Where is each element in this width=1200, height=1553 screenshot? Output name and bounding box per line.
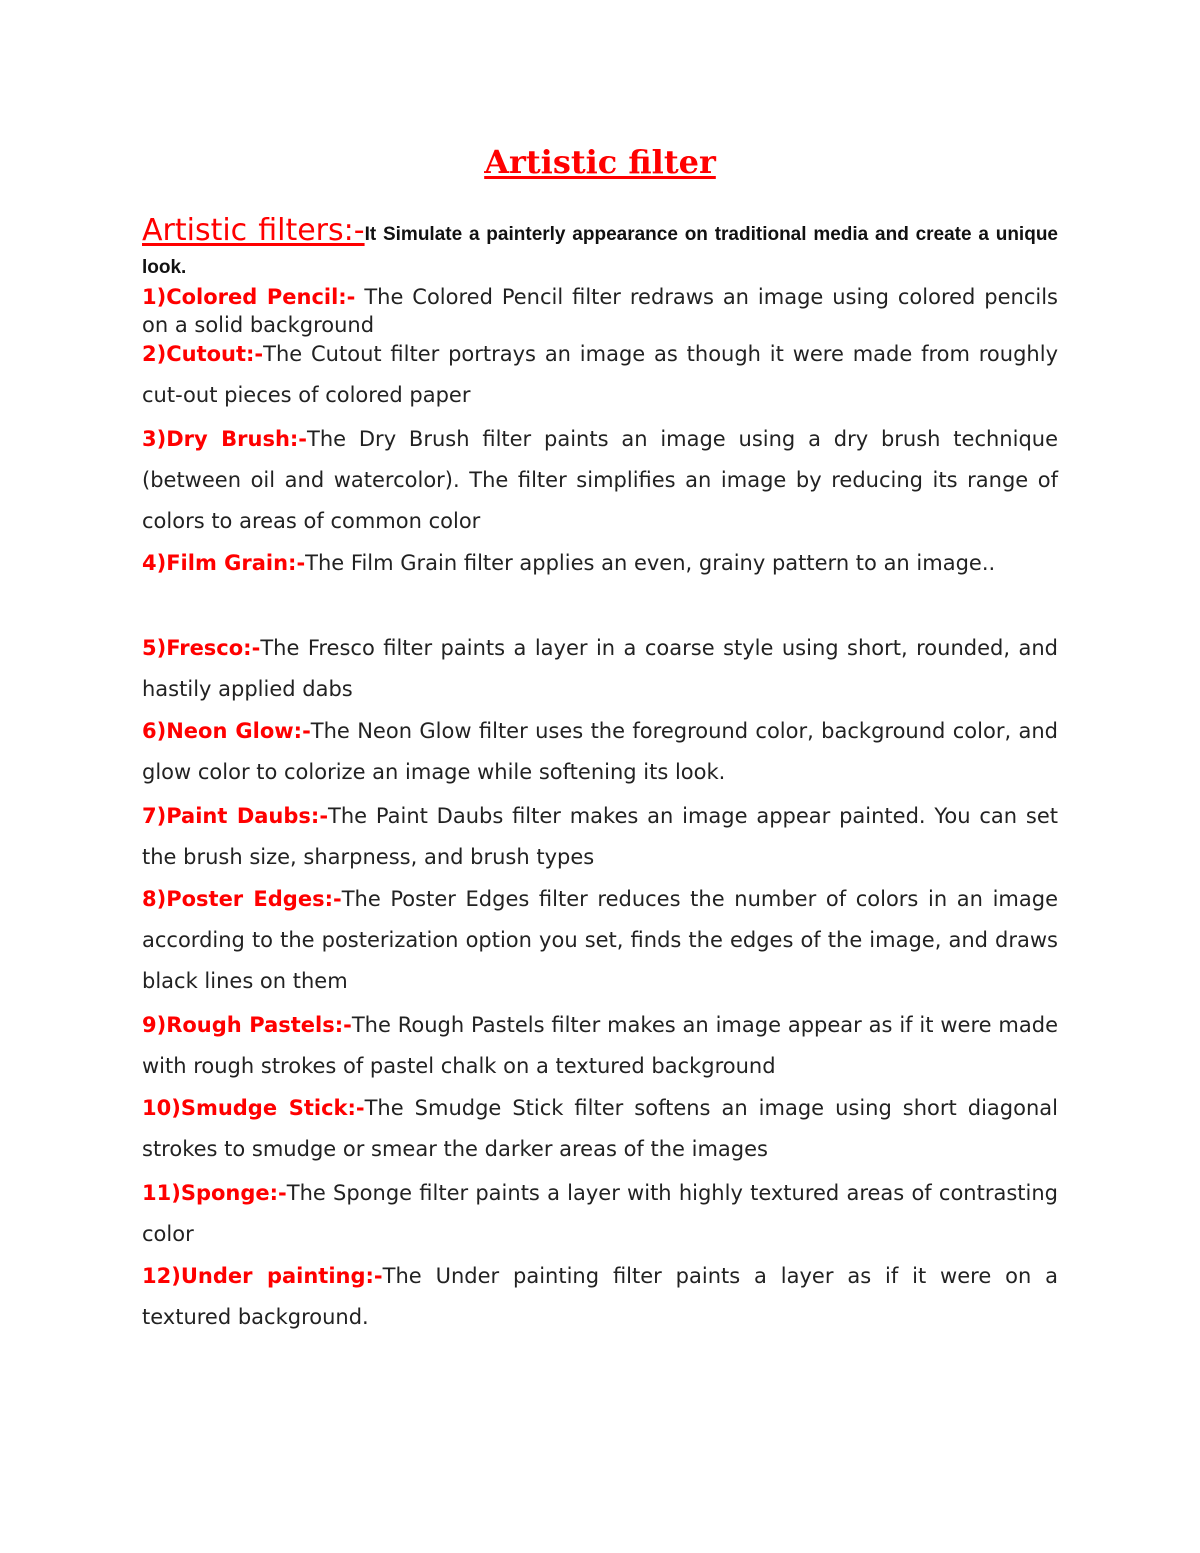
filter-label: 1)Colored Pencil:- (142, 285, 356, 309)
filter-label: 2)Cutout:- (142, 342, 264, 366)
filter-label: 10)Smudge Stick:- (142, 1096, 365, 1120)
filter-label: 9)Rough Pastels:- (142, 1013, 352, 1037)
filter-label: 4)Film Grain:- (142, 551, 306, 575)
intro-text: It Simulate a painterly appearance on traditional media and create a unique look. (142, 224, 1058, 278)
filter-description: The Sponge filter paints a layer with highly textured areas of contrasting color (142, 1181, 1058, 1246)
filter-description: The Colored Pencil filter redraws an image using colored pencils on a solid background (142, 285, 1058, 337)
filter-label: 3)Dry Brush:- (142, 427, 308, 451)
intro-heading: Artistic filters:- (142, 213, 365, 248)
filter-label: 6)Neon Glow:- (142, 719, 311, 743)
filter-item-rough-pastels (142, 1005, 1058, 1087)
filter-description: The Neon Glow filter uses the foreground color, background color, and glow color to colorize an image while softening its look. (142, 719, 1058, 784)
filter-item-film-grain (142, 543, 1058, 584)
filter-description: The Paint Daubs filter makes an image appear painted. You can set the brush size, sharpness, and brush types (142, 804, 1058, 869)
filter-label: 8)Poster Edges:- (142, 887, 342, 911)
filter-label: 11)Sponge:- (142, 1181, 287, 1205)
filter-description: The Smudge Stick filter softens an image using short diagonal strokes to smudge or smear the darker areas of the images (142, 1096, 1058, 1161)
filter-description: The Under painting filter paints a layer as if it were on a textured background. (142, 1264, 1059, 1329)
document-title: Artistic filter (484, 143, 716, 181)
filter-description: The Rough Pastels filter makes an image appear as if it were made with rough strokes of pastel chalk on a textured background (142, 1013, 1058, 1078)
intro-paragraph (142, 214, 1058, 284)
filter-description: The Poster Edges filter reduces the number of colors in an image according to the posterization option you set, finds the edges of the image, and draws black lines on them (142, 887, 1058, 993)
filter-item-smudge-stick (142, 1088, 1058, 1170)
filter-item-poster-edges (142, 879, 1058, 1002)
filter-label: 7)Paint Daubs:- (142, 804, 329, 828)
filter-item-cutout (142, 334, 1058, 416)
filter-item-colored-pencil (142, 283, 1058, 339)
filter-label: 5)Fresco:- (142, 636, 261, 660)
filter-item-under-painting (142, 1256, 1058, 1338)
filter-description: The Fresco filter paints a layer in a coarse style using short, rounded, and hastily applied dabs (142, 636, 1058, 701)
filter-item-neon-glow (142, 711, 1058, 793)
filter-description: The Dry Brush filter paints an image using a dry brush technique (between oil and watercolor). The filter simplifies an image by reducing its range of colors to areas of common color (142, 427, 1058, 533)
filter-label: 12)Under painting:- (142, 1264, 383, 1288)
filter-item-sponge (142, 1173, 1058, 1255)
filter-item-dry-brush (142, 419, 1058, 542)
filter-description: The Cutout filter portrays an image as though it were made from roughly cut-out pieces of colored paper (142, 342, 1058, 407)
filter-item-paint-daubs (142, 796, 1058, 878)
filter-description: The Film Grain filter applies an even, grainy pattern to an image.. (305, 551, 996, 575)
filter-item-fresco (142, 628, 1058, 710)
